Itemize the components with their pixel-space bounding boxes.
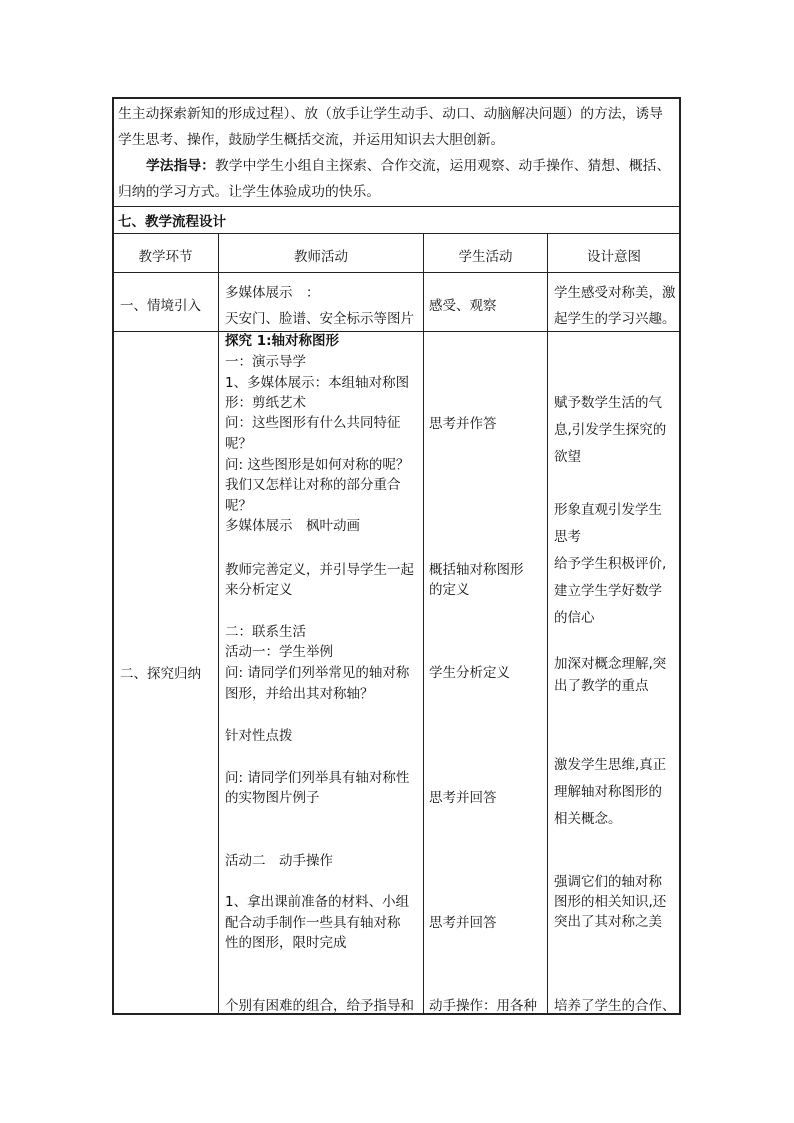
student-line: 学生分析定义	[429, 665, 510, 681]
intent-line: 给予学生积极评价,	[554, 556, 667, 572]
study-guidance-line-1: 教学中学生小组自主探索、合作交流，运用观察、动手操作、猜想、概括、	[214, 158, 671, 174]
teacher-line: 1、多媒体展示：本组轴对称图	[225, 375, 410, 391]
intent-line: 的信心	[554, 610, 595, 626]
header-stage: 教学环节	[138, 249, 193, 265]
intent-line: 培养了学生的合作、	[554, 998, 676, 1014]
student-line: 概括轴对称图形	[429, 562, 524, 578]
row1-intent-line-1: 学生感受对称美，激	[554, 285, 676, 301]
row1-stage: 一、情境引入	[120, 298, 201, 314]
teacher-line: 探究 1:轴对称图形	[225, 333, 339, 349]
column-divider-2	[423, 233, 424, 1014]
intent-line: 强调它们的轴对称	[554, 874, 662, 890]
divider-row1-bottom	[113, 331, 680, 332]
header-student: 学生活动	[458, 249, 513, 265]
column-divider-1	[218, 233, 219, 1014]
header-intent: 设计意图	[587, 249, 641, 265]
row2-stage: 二、探究归纳	[120, 666, 201, 682]
teacher-line: 的实物图片例子	[225, 790, 320, 806]
intent-line: 思考	[554, 529, 581, 545]
intent-line: 出了教学的重点	[554, 678, 649, 694]
teacher-line: 问: 请同学们列举具有轴对称性	[225, 770, 410, 786]
student-line: 思考并作答	[429, 416, 497, 432]
intent-line: 理解轴对称图形的	[554, 784, 662, 800]
teacher-line: 多媒体展示 枫叶动画	[225, 518, 360, 534]
intro-text	[118, 101, 674, 205]
teacher-line: 呢？	[225, 498, 252, 514]
teacher-line: 问: 这些图形是如何对称的呢？	[225, 457, 410, 473]
teacher-line: 形：剪纸艺术	[225, 395, 306, 411]
student-line: 思考并回答	[429, 915, 497, 931]
teacher-line: 我们又怎样让对称的部分重合	[225, 477, 401, 493]
divider-section-title-bottom	[113, 233, 680, 234]
intro-line-1: 生主动探索新知的形成过程）、放（放手让学生动手、动口、动脑解决问题）的方法，诱导	[118, 106, 663, 122]
row1-teacher-line-2: 天安门、脸谱、安全标示等图片	[225, 311, 414, 327]
teacher-line: 配合动手制作一些具有轴对称	[225, 915, 401, 931]
teacher-line: 呢？	[225, 436, 252, 452]
intent-line: 突出了其对称之美	[554, 914, 662, 930]
teacher-line: 个别有困难的组合，给予指导和	[225, 998, 414, 1014]
intent-line: 建立学生学好数学	[554, 583, 662, 599]
divider-header-bottom	[113, 272, 680, 273]
teacher-line: 性的图形，限时完成	[225, 935, 347, 951]
student-line: 动手操作：用各种	[429, 998, 537, 1014]
intent-line: 形象直观引发学生	[554, 502, 662, 518]
teacher-line: 图形，并给出其对称轴？	[225, 686, 374, 702]
teacher-line: 1、拿出课前准备的材料、小组	[225, 894, 410, 910]
teacher-line: 教师完善定义，并引导学生一起	[225, 562, 414, 578]
section-title: 七、教学流程设计	[118, 214, 226, 230]
intent-line: 图形的相关知识,还	[554, 894, 667, 910]
intro-line-2: 学生思考、操作，鼓励学生概括交流，并运用知识去大胆创新。	[118, 132, 505, 148]
teacher-line: 活动二 动手操作	[225, 853, 333, 869]
teacher-line: 问：这些图形有什么共同特征	[225, 415, 401, 431]
intent-line: 赋予数学生活的气	[554, 395, 662, 411]
intent-line: 加深对概念理解,突	[554, 656, 667, 672]
column-divider-3	[547, 233, 548, 1014]
divider-intro-bottom	[113, 206, 680, 207]
teacher-line: 活动一：学生举例	[225, 644, 333, 660]
teacher-line: 来分析定义	[225, 582, 293, 598]
teacher-line: 问: 请同学们列举常见的轴对称	[225, 665, 410, 681]
row1-student: 感受、观察	[429, 298, 497, 314]
intent-line: 激发学生思维,真正	[554, 757, 667, 773]
study-guidance-line-2: 归纳的学习方式。让学生体验成功的快乐。	[118, 184, 381, 200]
student-line: 的定义	[429, 582, 470, 598]
student-line: 思考并回答	[429, 790, 497, 806]
row1-intent-line-2: 起学生的学习兴趣。	[554, 311, 676, 327]
teacher-line: 一：演示导学	[225, 354, 306, 370]
row1-teacher-line-1: 多媒体展示 ：	[225, 285, 320, 301]
intent-line: 息,引发学生探究的	[554, 422, 667, 438]
teacher-line: 二：联系生活	[225, 624, 306, 640]
intent-line: 欲望	[554, 449, 581, 465]
intent-line: 相关概念。	[554, 811, 622, 827]
header-teacher: 教师活动	[294, 249, 348, 265]
teacher-line: 针对性点拨	[225, 728, 293, 744]
study-guidance-label: 学法指导：	[146, 158, 215, 174]
study-guidance	[118, 153, 674, 179]
